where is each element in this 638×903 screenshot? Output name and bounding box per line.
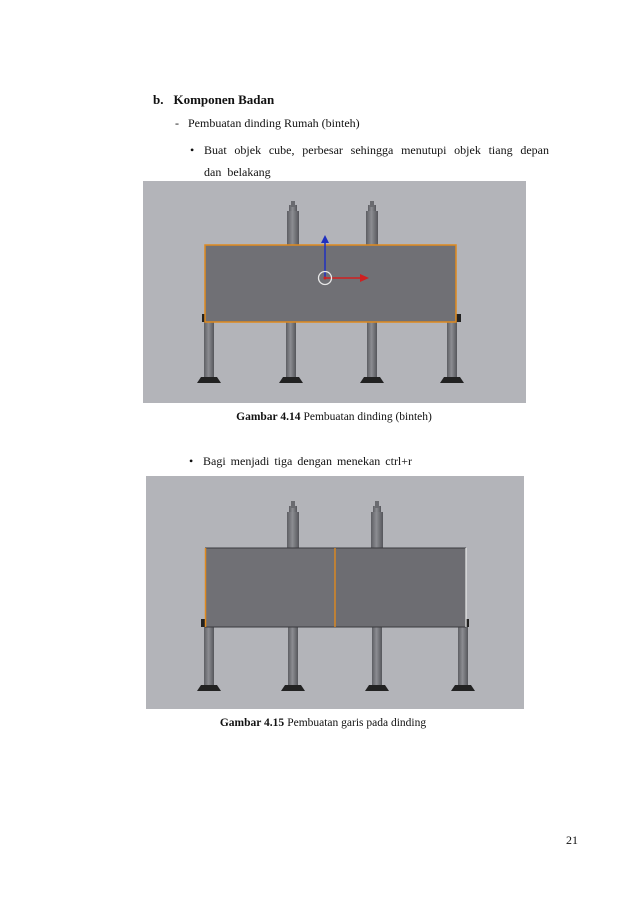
- back-pillar-left-2: [287, 501, 299, 548]
- caption-label-2: Gambar 4.15: [219, 717, 285, 729]
- caption-label-1: Gambar 4.14: [236, 411, 301, 423]
- page-number: 21: [566, 833, 578, 847]
- wall-render-1: [143, 181, 526, 403]
- figure-4-15-caption: [0, 717, 638, 729]
- bullet-item-1: [190, 139, 549, 183]
- section-letter: b.: [153, 92, 164, 107]
- sub-item-text: Pembuatan dinding Rumah (binteh): [188, 116, 360, 130]
- back-pillar-right-2: [371, 501, 383, 548]
- figure-4-15-image: [146, 476, 524, 709]
- section-title: Komponen Badan: [173, 92, 275, 107]
- bullet-marker-2: •: [189, 454, 194, 468]
- back-pillar-left: [287, 201, 299, 245]
- pillar-legs-2: [197, 627, 475, 691]
- section-heading: [153, 92, 274, 108]
- bullet-item-2: [189, 454, 413, 469]
- caption-text-1: Pembuatan dinding (binteh): [303, 411, 432, 423]
- wall-render-2: [146, 476, 524, 709]
- bullet-marker-1: •: [190, 143, 195, 157]
- figure-4-14-image: [143, 181, 526, 403]
- bullet-text-1: Buat objek cube, perbesar sehingga menutupi objek tiang depan dan belakang: [204, 143, 549, 179]
- wall-section-right: [335, 548, 466, 627]
- dash-marker: -: [175, 116, 179, 130]
- caption-text-2: Pembuatan garis pada dinding: [287, 717, 427, 729]
- pillar-legs: [197, 321, 464, 383]
- figure-4-14-caption: [0, 411, 638, 423]
- wall-section-left: [205, 548, 335, 627]
- bullet-text-2: Bagi menjadi tiga dengan menekan ctrl+r: [203, 454, 413, 468]
- sub-item: [175, 116, 360, 131]
- back-pillar-right: [366, 201, 378, 245]
- wall-cube: [205, 245, 456, 322]
